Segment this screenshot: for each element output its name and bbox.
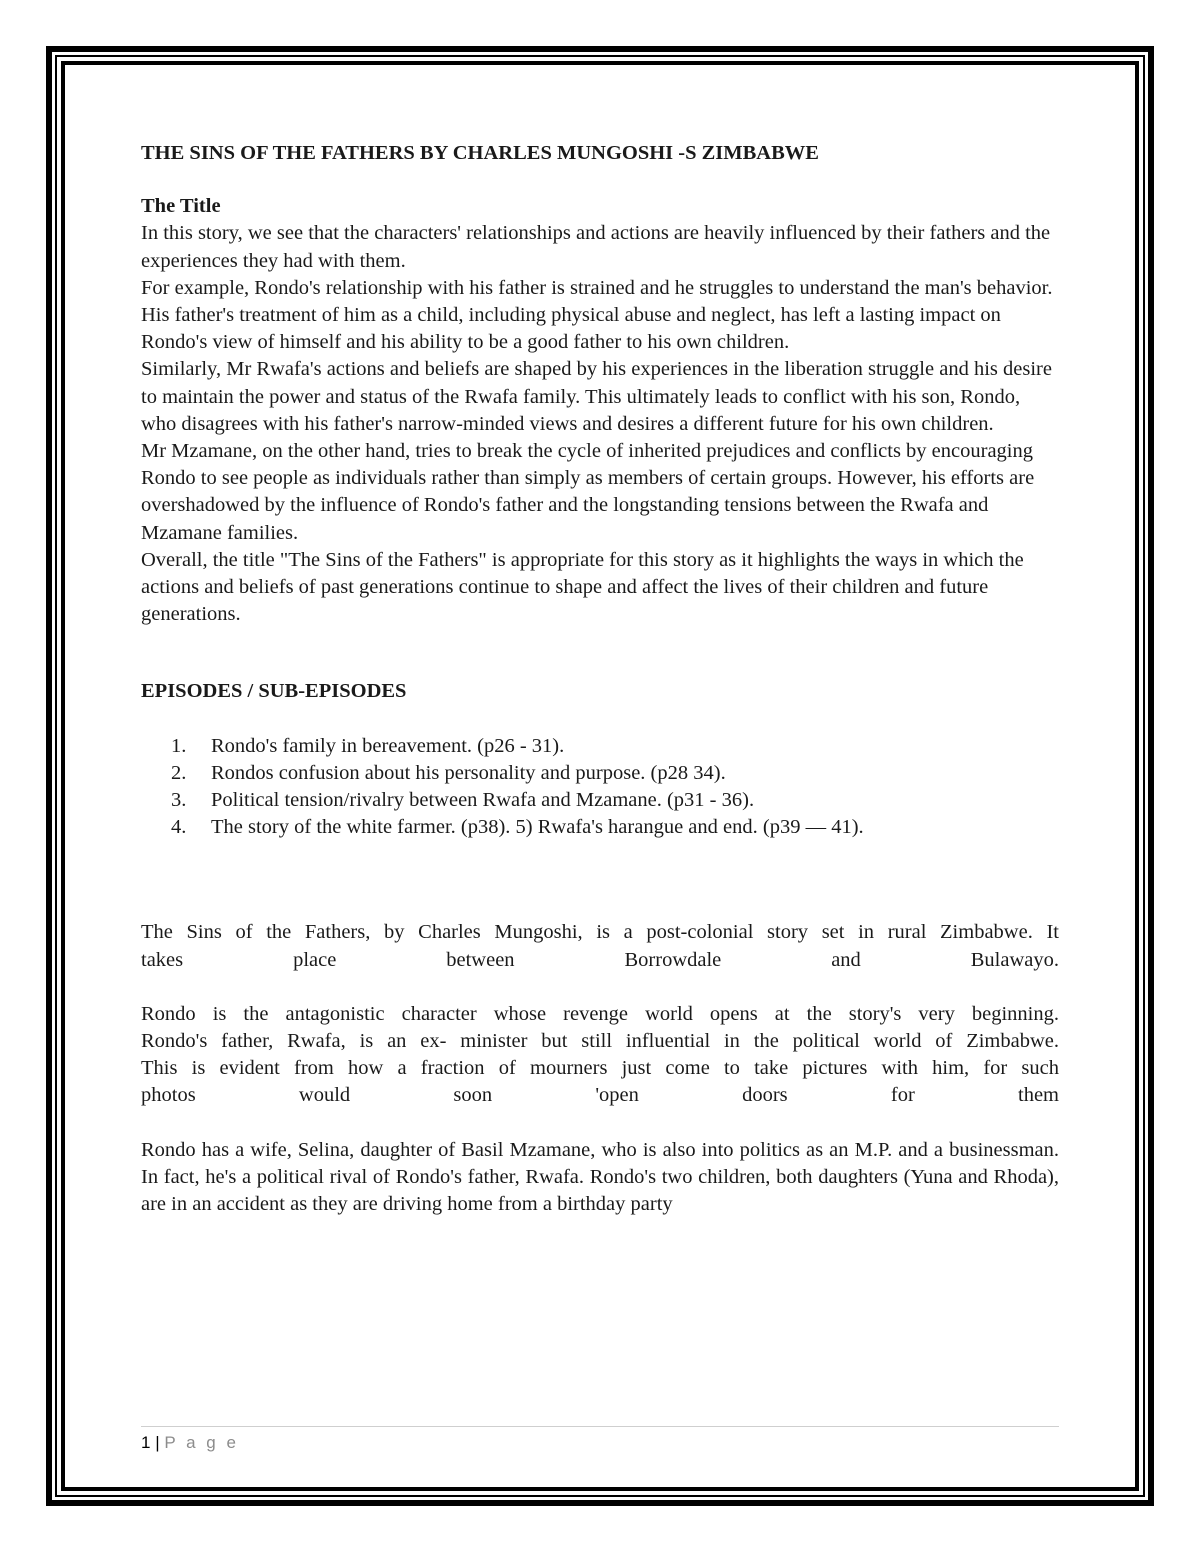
footer-separator: | [155, 1433, 160, 1452]
title-paragraph-4: Mr Mzamane, on the other hand, tries to break the cycle of inherited prejudices and conflicts by encouraging Rondo to see people as individuals rather than simply as members of certain groups. However, his efforts are overshadowed by the influence of Rondo's father and the longstanding tensions between the Rwafa and Mzamane families. [141, 440, 1035, 544]
list-item-number: 2. [171, 761, 187, 784]
list-item [171, 787, 1059, 814]
list-item-text: The story of the white farmer. (p38). 5) Rwafa's harangue and end. (p39 — 41). [211, 816, 864, 839]
list-item [171, 814, 1059, 841]
document-body [141, 140, 1059, 1218]
summary-paragraph-1-line-2: takes place between Borrowdale and Bulawayo. [141, 948, 1059, 971]
title-paragraph-2: For example, Rondo's relationship with his father is strained and he struggles to understand the man's behavior. His father's treatment of him as a child, including physical abuse and neglect, has left a lasting impact on Rondo's view of himself and his ability to be a good father to his own children. [141, 276, 1053, 354]
footer-divider [141, 1426, 1059, 1427]
summary-paragraph-1-line-1: The Sins of the Fathers, by Charles Mungoshi, is a post-colonial story set in rural Zimbabwe. It [141, 921, 1059, 944]
list-item-number: 1. [171, 734, 187, 757]
summary-paragraph-2-line-3: This is evident from how a fraction of mourners just come to take pictures with him, for such [141, 1057, 1059, 1080]
document-title: THE SINS OF THE FATHERS BY CHARLES MUNGOSHI -S ZIMBABWE [141, 142, 819, 164]
summary-paragraph-2 [141, 1001, 1059, 1110]
summary-paragraph-1 [141, 919, 1059, 973]
list-item-number: 4. [171, 816, 187, 839]
title-paragraph-3: Similarly, Mr Rwafa's actions and beliefs are shaped by his experiences in the liberation struggle and his desire to maintain the power and status of the Rwafa family. This ultimately leads to conflict with his son, Rondo, who disagrees with his father's narrow-minded views and desires a different future for his own children. [141, 358, 1052, 435]
list-item-text: Rondos confusion about his personality and purpose. (p28 34). [211, 761, 726, 784]
list-item-text: Rondo's family in bereavement. (p26 - 31). [211, 734, 565, 757]
summary-paragraph-2-line-1: Rondo is the antagonistic character whose revenge world opens at the story's very beginning. [141, 1002, 1059, 1025]
title-paragraph-5: Overall, the title "The Sins of the Fathers" is appropriate for this story as it highlights the ways in which the actions and beliefs of past generations continue to shape and affect the lives of their children and future generations. [141, 548, 1024, 626]
page-footer [141, 1433, 239, 1453]
summary-paragraph-2-line-4: photos would soon 'open doors for them [141, 1084, 1059, 1107]
list-item-number: 3. [171, 789, 187, 812]
page-number: 1 [141, 1433, 151, 1452]
title-section-heading: The Title [141, 195, 221, 218]
summary-paragraph-2-line-2: Rondo's father, Rwafa, is an ex- minister but still influential in the political world of Zimbabwe. [141, 1030, 1059, 1053]
page-label: P a g e [164, 1433, 239, 1452]
episodes-list [141, 733, 1059, 842]
summary-paragraph-3: Rondo has a wife, Selina, daughter of Basil Mzamane, who is also into politics as an M.P. and a businessman. In fact, he's a political rival of Rondo's father, Rwafa. Rondo's two children, both daughters (Yuna and Rhoda), are in an accident as they are driving home from a birthday party [141, 1138, 1059, 1216]
episodes-heading: EPISODES / SUB-EPISODES [141, 680, 407, 703]
title-paragraph-1: In this story, we see that the characters' relationships and actions are heavily influenced by their fathers and the experiences they had with them. [141, 222, 1051, 272]
list-item [171, 733, 1059, 760]
list-item-text: Political tension/rivalry between Rwafa and Mzamane. (p31 - 36). [211, 789, 755, 812]
list-item [171, 760, 1059, 787]
